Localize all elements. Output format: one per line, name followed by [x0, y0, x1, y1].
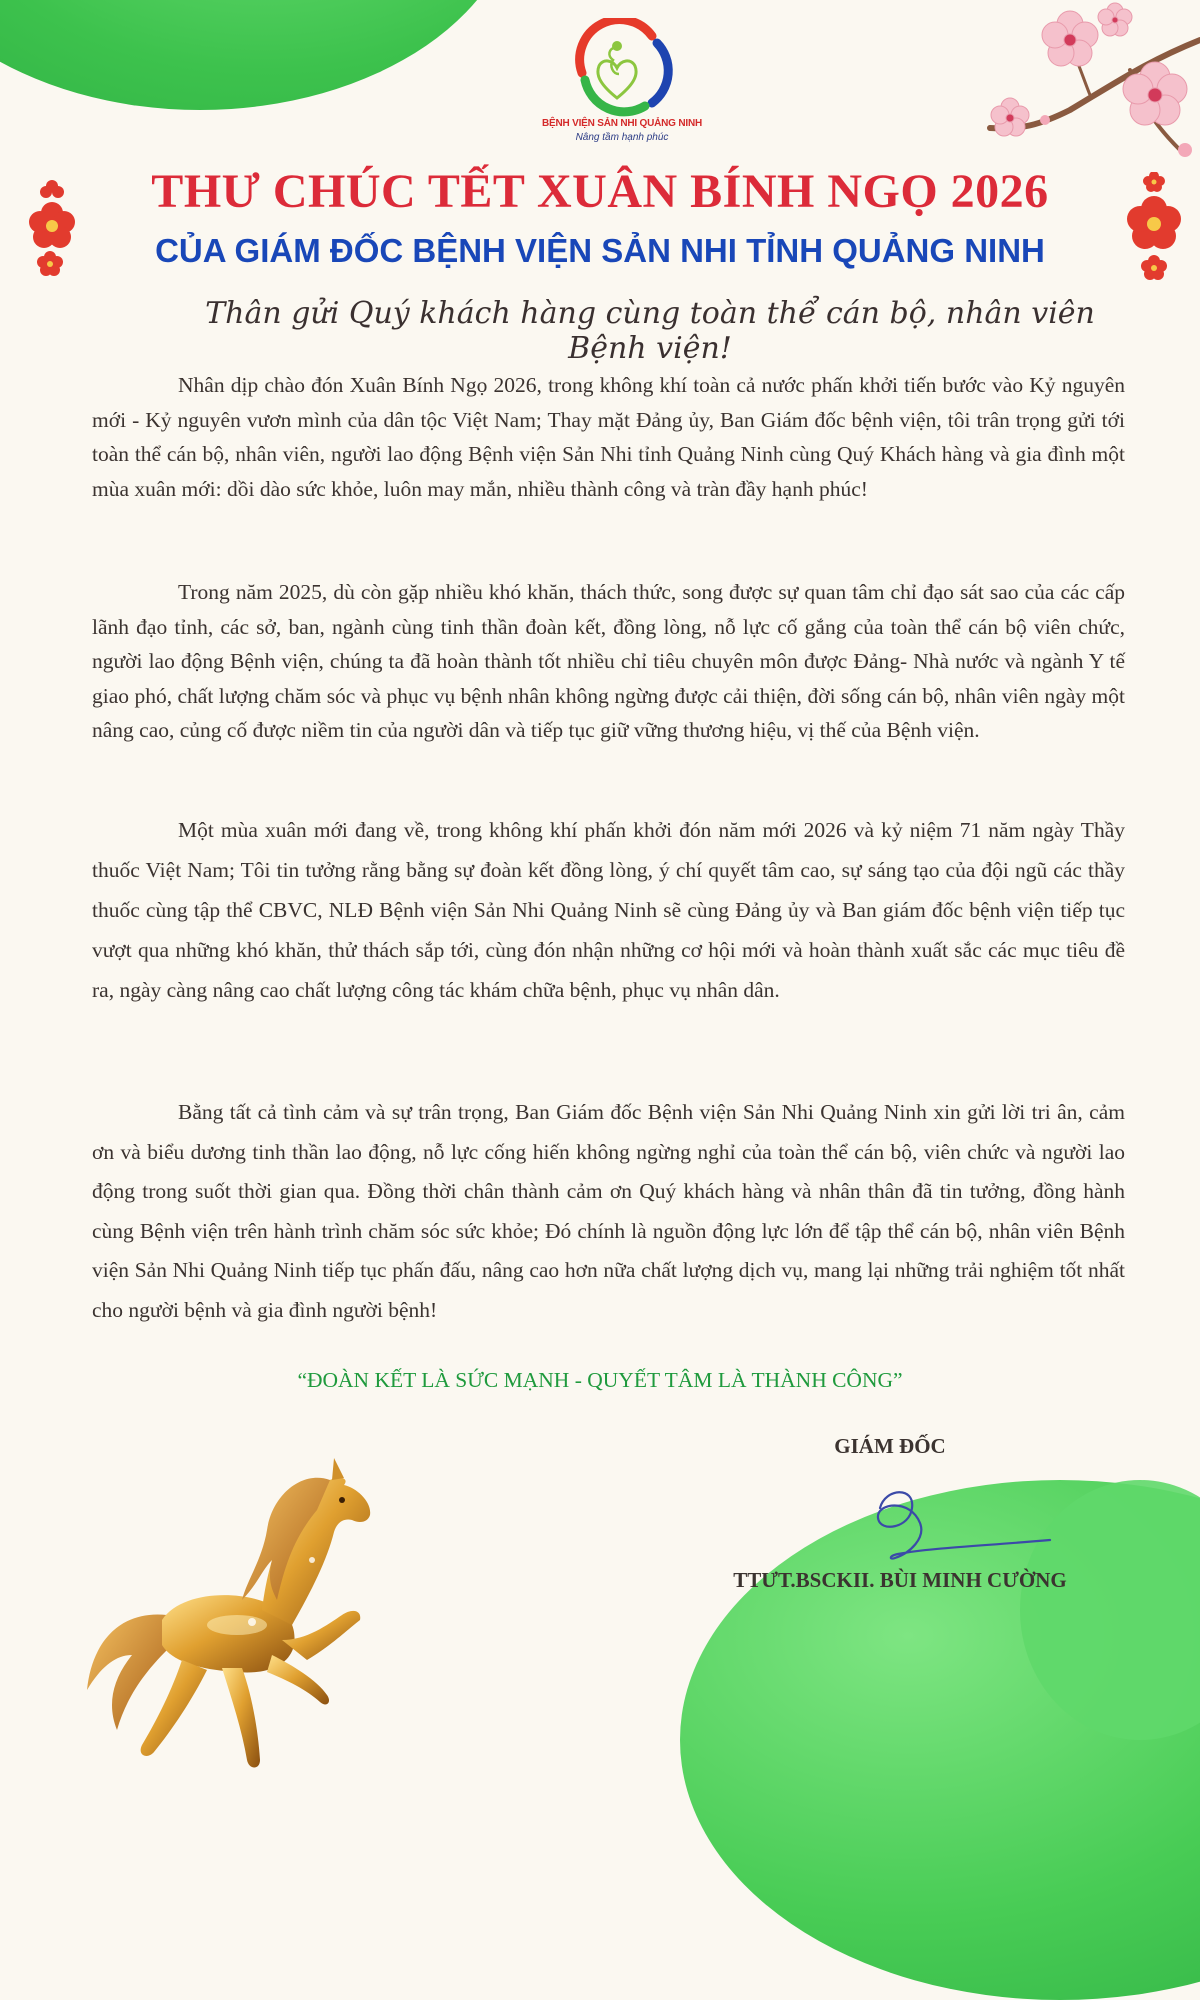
letter-title: THƯ CHÚC TẾT XUÂN BÍNH NGỌ 2026 — [151, 165, 1049, 218]
signature-icon — [840, 1478, 1060, 1578]
body-paragraph: Bằng tất cả tình cảm và sự trân trọng, Ban Giám đốc Bệnh viện Sản Nhi Quảng Ninh xin gửi lời tri ân, cảm ơn và biểu dương tinh thần lao động, nỗ lực cống hiến không ngừng nghỉ của toàn thể cán bộ, viên chức và người lao động trong suốt thời gian qua. Đồng thời chân thành cảm ơn Quý khách hàng và nhân thân đã tin tưởng, đồng hành cùng Bệnh viện trên hành trình chăm sóc sức khỏe; Đó chính là nguồn động lực lớn để tập thể cán bộ, nhân viên Bệnh viện Sản Nhi Quảng Ninh tiếp tục phấn đấu, nâng cao hơn nữa chất lượng dịch vụ, mang lại những trải nghiệm tốt nhất cho người bệnh và gia đình người bệnh! — [92, 1100, 1125, 1322]
body-paragraph: Nhân dịp chào đón Xuân Bính Ngọ 2026, trong không khí toàn cả nước phấn khởi tiến bước vào Kỷ nguyên mới - Kỷ nguyên vươn mình của dân tộc Việt Nam; Thay mặt Đảng ủy, Ban Giám đốc bệnh viện, tôi trân trọng gửi tới toàn thể cán bộ, nhân viên, người lao động Bệnh viện Sản Nhi tỉnh Quảng Ninh cùng Quý Khách hàng và gia đình một mùa xuân mới: dồi dào sức khỏe, luôn may mắn, nhiều thành công và tràn đầy hạnh phúc! — [92, 373, 1125, 501]
golden-horse-icon — [72, 1440, 402, 1780]
logo-slogan: Nâng tầm hạnh phúc — [575, 132, 669, 143]
hospital-logo — [542, 18, 702, 148]
signer-name: TTƯT.BSCKII. BÙI MINH CƯỜNG — [733, 1568, 1067, 1592]
hospital-logo-icon — [557, 18, 687, 118]
motto: “ĐOÀN KẾT LÀ SỨC MẠNH - QUYẾT TÂM LÀ THÀNH CÔNG” — [297, 1368, 903, 1392]
cherry-blossom-branch-icon — [950, 0, 1200, 170]
greeting-line: Thân gửi Quý khách hàng cùng toàn thể cán bộ, nhân viên Bệnh viện! — [205, 296, 1095, 366]
letter-subtitle: CỦA GIÁM ĐỐC BỆNH VIỆN SẢN NHI TỈNH QUẢNG NINH — [155, 232, 1045, 269]
decorative-green-shape-top-left — [0, 0, 520, 110]
signature-title: GIÁM ĐỐC — [834, 1434, 946, 1458]
body-paragraph: Trong năm 2025, dù còn gặp nhiều khó khăn, thách thức, song được sự quan tâm chỉ đạo sát sao của các cấp lãnh đạo tỉnh, các sở, ban, ngành cùng tinh thần đoàn kết, đồng lòng, nỗ lực cố gắng của toàn thể cán bộ viên chức, người lao động Bệnh viện, chúng ta đã hoàn thành tốt nhiều chỉ tiêu chuyên môn được Đảng- Nhà nước và ngành Y tế giao phó, chất lượng chăm sóc và phục vụ bệnh nhân không ngừng được cải thiện, đời sống cán bộ, nhân viên ngày một nâng cao, củng cố được niềm tin của người dân và tiếp tục giữ vững thương hiệu, vị thế của Bệnh viện. — [92, 580, 1125, 742]
logo-hospital-name: BỆNH VIỆN SẢN NHI QUẢNG NINH — [542, 118, 702, 129]
body-paragraph: Một mùa xuân mới đang về, trong không khí phấn khởi đón năm mới 2026 và kỷ niệm 71 năm ngày Thầy thuốc Việt Nam; Tôi tin tưởng rằng bằng sự đoàn kết đồng lòng, ý chí quyết tâm cao, sự sáng tạo của đội ngũ các thầy thuốc cùng tập thể CBVC, NLĐ Bệnh viện Sản Nhi Quảng Ninh sẽ cùng Đảng ủy và Ban giám đốc bệnh viện tiếp tục vượt qua những khó khăn, thử thách sắp tới, cùng đón nhận những cơ hội mới và hoàn thành xuất sắc các mục tiêu đề ra, ngày càng nâng cao chất lượng công tác khám chữa bệnh, phục vụ nhân dân. — [92, 818, 1125, 1002]
